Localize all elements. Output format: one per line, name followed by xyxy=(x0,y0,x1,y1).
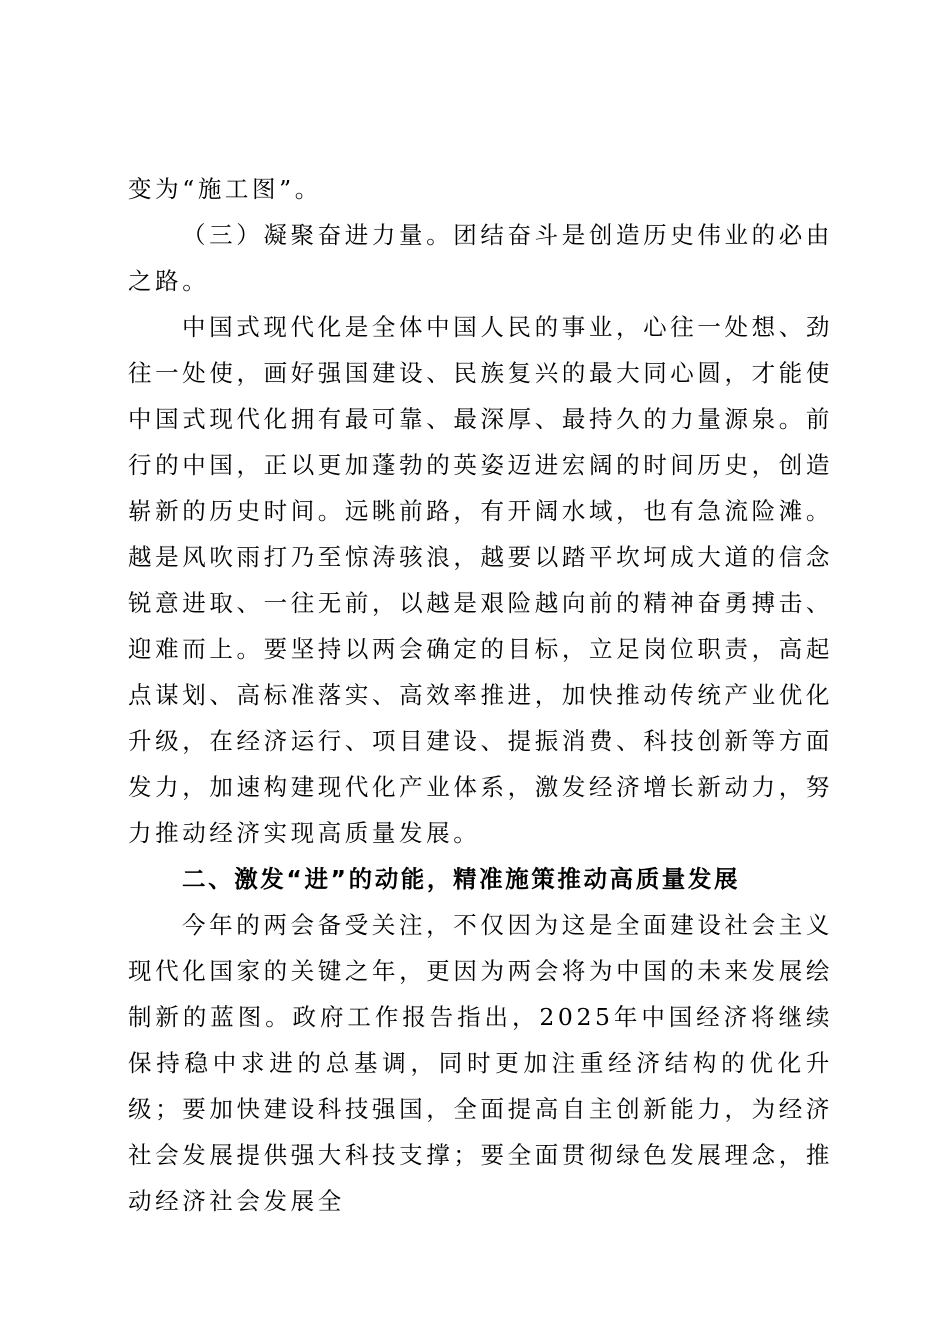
paragraph-body-2: 今年的两会备受关注，不仅因为这是全面建设社会主义现代化国家的关键之年，更因为两会将为中国的未来发展绘制新的蓝图。政府工作报告指出，2025年中国经济将继续保持稳中求进的总基调，同时更加注重经济结构的优化升级；要加快建设科技强国，全面提高自主创新能力，为经济社会发展提供强大科技支撑；要全面贯彻绿色发展理念，推动经济社会发展全 xyxy=(128,911,833,1215)
document-body xyxy=(128,166,833,1224)
section-subheading-three: （三）凝聚奋进力量。团结奋斗是创造历史伟业的必由之路。 xyxy=(128,221,833,295)
section-heading-two: 二、激发“进”的动能，精准施策推动高质量发展 xyxy=(182,865,741,893)
paragraph-body-1: 中国式现代化是全体中国人民的事业，心往一处想、劲往一处使，画好强国建设、民族复兴的最大同心圆，才能使中国式现代化拥有最可靠、最深厚、最持久的力量源泉。前行的中国，正以更加蓬勃的英姿迈进宏阔的时间历史，创造崭新的历史时间。远眺前路，有开阔水域，也有急流险滩。越是风吹雨打乃至惊涛骇浪，越要以踏平坎坷成大道的信念锐意进取、一往无前，以越是艰险越向前的精神奋勇搏击、迎难而上。要坚持以两会确定的目标，立足岗位职责，高起点谋划、高标准落实、高效率推进，加快推动传统产业优化升级，在经济运行、项目建设、提振消费、科技创新等方面发力，加速构建现代化产业体系，激发经济增长新动力，努力推动经济实现高质量发展。 xyxy=(128,313,833,847)
paragraph-continuation: 变为“施工图”。 xyxy=(128,175,322,203)
